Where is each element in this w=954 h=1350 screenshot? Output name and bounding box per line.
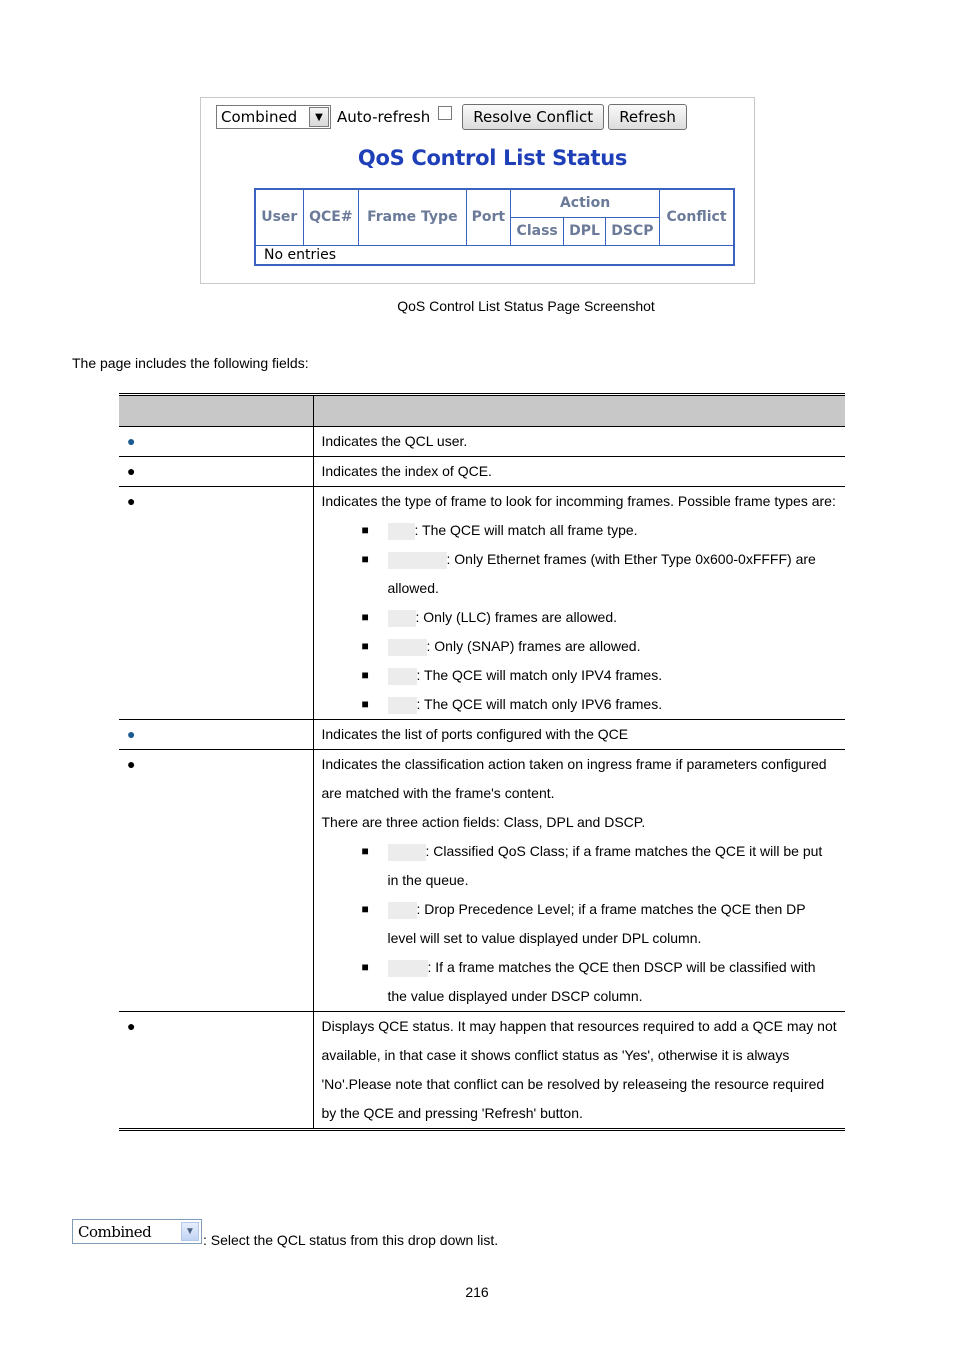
- square-bullet-icon: ■: [361, 668, 369, 682]
- qce-description: Indicates the index of QCE.: [313, 457, 845, 487]
- list-item: ■ : Only (LLC) frames are allowed.: [322, 603, 838, 632]
- auto-refresh-checkbox[interactable]: [438, 106, 452, 120]
- intro-text: The page includes the following fields:: [72, 355, 309, 371]
- dropdown-note: : Select the QCL status from this drop down list.: [203, 1232, 499, 1248]
- list-item: ■ : The QCE will match only IPV4 frames.: [322, 661, 838, 690]
- header-frame-type: Frame Type: [359, 189, 466, 245]
- auto-refresh-label: Auto-refresh: [337, 108, 431, 126]
- bullet-icon: ●: [127, 756, 136, 772]
- list-item: ■ : The QCE will match all frame type.: [322, 516, 838, 545]
- toolbar: [216, 105, 687, 129]
- table-row: [119, 750, 845, 1012]
- resolve-conflict-button[interactable]: Resolve Conflict: [462, 104, 604, 130]
- list-item: ■ : If a frame matches the QCE then DSCP will be classified with the value displayed under DSCP column.: [322, 953, 838, 1011]
- status-select[interactable]: [216, 105, 331, 129]
- qcl-status-title: QoS Control List Status: [357, 146, 628, 170]
- table-row: [119, 1012, 845, 1130]
- table-row: [119, 720, 845, 750]
- port-description: Indicates the list of ports configured with the QCE: [313, 720, 845, 750]
- square-bullet-icon: ■: [361, 610, 369, 624]
- dropdown-arrow-icon[interactable]: ▼: [181, 1222, 199, 1241]
- empty-row: No entries: [255, 245, 734, 265]
- header-dscp: DSCP: [605, 217, 659, 245]
- frame-type-list: [322, 516, 838, 719]
- fields-table: [119, 393, 845, 1131]
- header-class: Class: [511, 217, 564, 245]
- figure-caption: QoS Control List Status Page Screenshot: [397, 298, 655, 314]
- bullet-icon: ●: [127, 463, 136, 479]
- conflict-description: Displays QCE status. It may happen that resources required to add a QCE may not available, in that case it shows conflict status as 'Yes', otherwise it is always 'No'.Please note that conflict can be resolved by releaseing the resource required by the QCE and pressing 'Refresh' button.: [321, 1018, 837, 1121]
- header-conflict: Conflict: [660, 189, 734, 245]
- list-item: ■ : Only Ethernet frames (with Ether Type 0x600-0xFFFF) are allowed.: [322, 545, 838, 603]
- square-bullet-icon: ■: [361, 697, 369, 711]
- list-item: ■ : Classified QoS Class; if a frame matches the QCE it will be put in the queue.: [322, 837, 838, 895]
- list-item: ■ : The QCE will match only IPV6 frames.: [322, 690, 838, 719]
- dropdown-arrow-icon[interactable]: ▼: [309, 107, 329, 127]
- square-bullet-icon: ■: [361, 844, 369, 858]
- header-user: User: [255, 189, 303, 245]
- description-header: [313, 395, 845, 427]
- qcl-status-table: [254, 188, 735, 266]
- action-fields-text: There are three action fields: Class, DPL and DSCP.: [321, 814, 646, 830]
- qcl-status-screenshot: [200, 97, 755, 284]
- combined-dropdown[interactable]: [72, 1219, 202, 1244]
- square-bullet-icon: ■: [361, 639, 369, 653]
- user-description: Indicates the QCL user.: [313, 427, 845, 457]
- header-port: Port: [466, 189, 511, 245]
- list-item: ■ : Drop Precedence Level; if a frame matches the QCE then DP level will set to value displayed under DPL column.: [322, 895, 838, 953]
- table-row: [119, 457, 845, 487]
- status-select-value: Combined: [221, 108, 298, 126]
- square-bullet-icon: ■: [361, 552, 369, 566]
- list-item: ■ : Only (SNAP) frames are allowed.: [322, 632, 838, 661]
- square-bullet-icon: ■: [361, 902, 369, 916]
- table-row: [119, 487, 845, 720]
- square-bullet-icon: ■: [361, 960, 369, 974]
- square-bullet-icon: ■: [361, 523, 369, 537]
- action-description: Indicates the classification action taken on ingress frame if parameters configured are matched with the frame's content.: [321, 756, 827, 801]
- bullet-icon: ●: [127, 433, 136, 449]
- table-row: [119, 427, 845, 457]
- action-list: [322, 837, 838, 1011]
- bullet-icon: ●: [127, 1018, 136, 1034]
- bullet-icon: ●: [127, 726, 136, 742]
- header-action: Action: [511, 189, 660, 217]
- header-dpl: DPL: [564, 217, 606, 245]
- combined-dropdown-value: Combined: [78, 1222, 152, 1241]
- frame-type-description: Indicates the type of frame to look for incomming frames. Possible frame types are:: [321, 493, 836, 509]
- object-header: [119, 395, 313, 427]
- page-number: 216: [465, 1284, 489, 1300]
- header-qce: QCE#: [303, 189, 359, 245]
- refresh-button[interactable]: Refresh: [608, 104, 687, 130]
- bullet-icon: ●: [127, 493, 136, 509]
